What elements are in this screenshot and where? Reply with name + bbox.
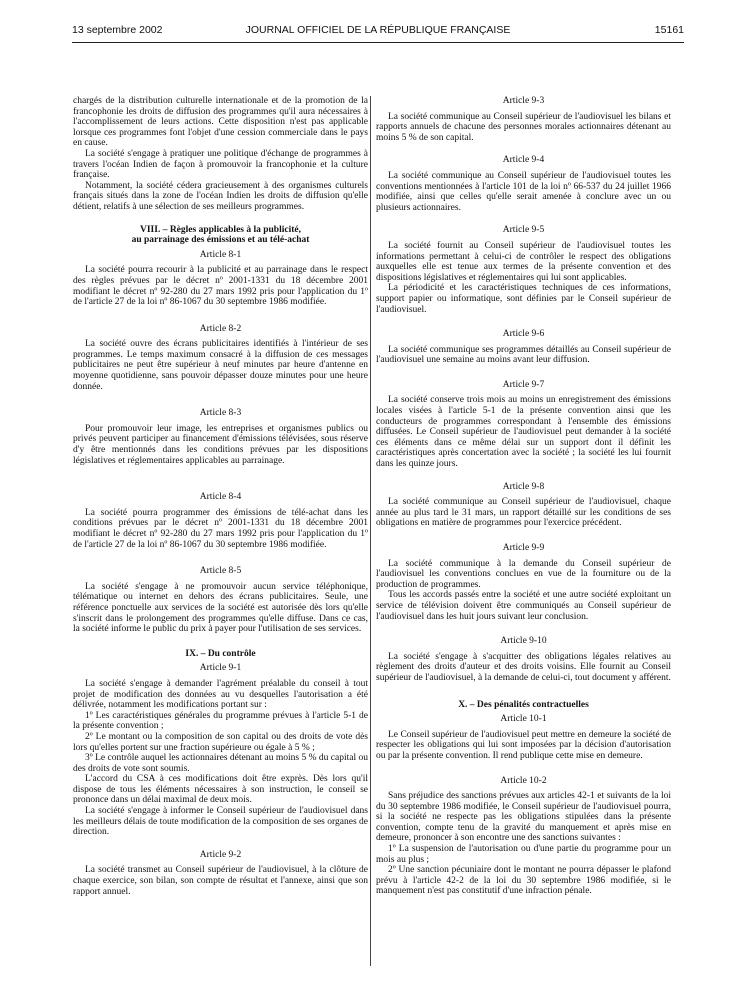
paragraph: La société fournit au Conseil supérieur de l'audiovisuel toutes les informations permettant à celui-ci de contrôler le respect des obligations auxquelles elle est tenue aux termes de la présente convention et des dispositions législatives et réglementaires qui lui sont applicables. [376,240,671,283]
paragraph: La société transmet au Conseil supérieur de l'audiovisuel, à la clôture de chaque exercice, son bilan, son compte de résultat et l'annexe, ainsi que son rapport annuel. [73,865,368,897]
paragraph: La société communique au Conseil supérieur de l'audiovisuel, chaque année au plus tard le 31 mars, un rapport détaillé sur les conditions de ses obligations en matière de programmes pour l'exercice précédent. [376,497,671,529]
paragraph: La société ouvre des écrans publicitaires identifiés à l'intérieur de ses programmes. Le temps maximum consacré à la diffusion de ces messages publicitaires ne peut être supérieur à neuf minutes par heure d'antenne en moyenne quotidienne, sans pouvoir dépasser douze minutes pour une heure donnée. [73,339,368,392]
paragraph: La société conserve trois mois au moins un enregistrement des émissions locales visées à l'article 5-1 de la présente convention ainsi que les conducteurs de programmes correspondant à l'ensemble des émissions diffusées. Le Conseil supérieur de l'audiovisuel peut demander à la société ces éléments dans ce même délai sur un support dont il définit les caractéristiques après concertation avec la société ; la société les lui fournit dans les quinze jours. [376,395,671,470]
right-column [376,96,671,897]
paragraph: La société communique au Conseil supérieur de l'audiovisuel toutes les conventions mentionnées à l'article 101 de la loi nº 66-537 du 24 juillet 1966 modifiée, ainsi que celles qu'elle serait amenée à conclure avec un ou plusieurs actionnaires. [376,170,671,213]
paragraph: La société s'engage à pratiquer une politique d'échange de programmes à travers l'océan Indien de façon à promouvoir la francophonie et la culture française. [73,148,368,181]
left-column [73,96,368,897]
column-divider [370,96,371,966]
paragraph: Pour promouvoir leur image, les entreprises et organismes publics ou privés peuvent participer au financement d'émissions télévisées, sous réserve d'y être mentionnés dans les conditions prévues par les dispositions législatives et réglementaires applicables au parrainage. [73,423,368,466]
paragraph: La société s'engage à demander l'agrément préalable du conseil à tout projet de modification des données au vu desquelles l'autorisation a été délivrée, notamment les modifications portant sur : [73,678,368,711]
section-heading-line: au parrainage des émissions et au télé-achat [131,235,310,246]
paragraph: La périodicité et les caractéristiques techniques de ces informations, support papier ou informatique, sont définies par le Conseil supérieur de l'audiovisuel. [376,283,671,315]
page-header [72,24,684,40]
paragraph: Le Conseil supérieur de l'audiovisuel peut mettre en demeure la société de respecter les obligations qui lui sont imposées par la décision d'autorisation ou par la présente convention. Il rend publique cette mise en demeure. [376,729,671,761]
article-heading: Article 8-1 [199,249,242,260]
paragraph: La société communique au Conseil supérieur de l'audiovisuel les bilans et rapports annuels de chacune des personnes morales actionnaires détenant au moins 5 % de son capital. [376,111,671,143]
article-heading: Article 10-1 [500,714,547,725]
paragraph: La société pourra recourir à la publicité et au parrainage dans le respect des règles prévues par le décret nº 2001-1331 du 18 décembre 2001 modifiant le décret nº 92-280 du 27 mars 1992 pris pour l'application du 1º de l'article 27 de la loi nº 86-1067 du 30 septembre 1986 modifiée. [73,265,368,308]
article-heading: Article 9-8 [502,481,545,492]
article-heading: Article 8-4 [199,492,242,503]
page-number: 15161 [654,24,684,36]
paragraph: La société s'engage à s'acquitter des obligations légales relatives au règlement des droits d'auteur et des droits voisins. Elle fournit au Conseil supérieur de l'audiovisuel, à la demande de celui-ci, tout document y afférent. [376,651,671,683]
section-heading-x: X. – Des pénalités contractuelles [458,699,589,710]
header-rule [72,42,684,43]
paragraph: 2º Le montant ou la composition de son capital ou des droits de vote dès lors qu'elles portent sur une fraction supérieure ou égale à 5 % ; [73,731,368,753]
paragraph: L'accord du CSA à ces modifications doit être exprès. Dès lors qu'il dispose de tous les éléments nécessaires à son instruction, le conseil se prononce dans un délai maximal de deux mois. [73,774,368,806]
article-heading: Article 9-6 [502,329,545,340]
paragraph: 2º Une sanction pécuniaire dont le montant ne pourra dépasser le plafond prévu à l'article 42-2 de la loi du 30 septembre 1986 modifiée, si le manquement n'est pas constitutif d'une infraction pénale. [376,865,671,897]
journal-title: JOURNAL OFFICIEL DE LA RÉPUBLIQUE FRANÇAISE [245,24,511,36]
paragraph: chargés de la distribution culturelle internationale et de la promotion de la francophonie les droits de diffusion des programmes qu'il aura nécessaires à l'accomplissement de leurs actions. Cette disposition n'est pas applicable lorsque ces programmes font l'objet d'une cession commerciale dans le pays en cause. [73,96,368,149]
article-heading: Article 9-1 [199,663,242,674]
article-heading: Article 9-2 [199,849,242,860]
header-date: 13 septembre 2002 [72,24,163,36]
paragraph: 1º Les caractéristiques générales du programme prévues à l'article 5-1 de la présente convention ; [73,710,368,732]
section-heading-ix: IX. – Du contrôle [185,648,256,659]
article-heading: Article 9-9 [502,543,545,553]
article-heading: Article 9-4 [502,155,545,166]
article-heading: Article 9-5 [502,225,545,236]
article-heading: Article 8-5 [199,566,242,577]
paragraph: La société communique à la demande du Conseil supérieur de l'audiovisuel les conventions conclues en vue de la fourniture ou de la production de programmes. [376,558,671,590]
article-heading: Article 9-10 [500,636,547,647]
paragraph: La société s'engage à informer le Conseil supérieur de l'audiovisuel dans les meilleurs délais de toute modification de la composition de ses organes de direction. [73,806,368,838]
paragraph: La société pourra programmer des émissions de télé-achat dans les conditions prévues par le décret nº 2001-1331 du 18 décembre 2001 modifiant le décret nº 92-280 du 27 mars 1992 pris pour l'application du 1º de l'article 27 de la loi nº 86-1067 du 30 septembre 1986 modifiée. [73,507,368,550]
article-heading: Article 9-7 [502,379,545,390]
article-heading: Article 8-2 [199,323,242,334]
paragraph: Sans préjudice des sanctions prévues aux articles 42-1 et suivants de la loi du 30 septembre 1986 modifiée, le Conseil supérieur de l'audiovisuel pourra, si la société ne respecte pas les obligations stipulées dans la présente convention, compte tenu de la gravité du manquement et après mise en demeure, prononcer à son encontre une des sanctions suivantes : [376,791,671,844]
paragraph: 1º La suspension de l'autorisation ou d'une partie du programme pour un mois au plus ; [376,844,671,865]
article-heading: Article 8-3 [199,408,242,419]
section-heading-line: VIII. – Règles applicables à la publicité, [140,224,301,235]
paragraph: Tous les accords passés entre la société et une autre société exploitant un service de télévision doivent être communiqués au Conseil supérieur de l'audiovisuel dans les huit jours suivant leur conclusion. [376,590,671,622]
paragraph: 3º Le contrôle auquel les actionnaires détenant au moins 5 % du capital ou des droits de vote sont soumis. [73,753,368,774]
section-heading-viii [73,225,368,246]
paragraph: La société communique ses programmes détaillés au Conseil supérieur de l'audiovisuel une semaine au moins avant leur diffusion. [376,344,671,366]
paragraph: La société s'engage à ne promouvoir aucun service téléphonique, télématique ou internet en dehors des écrans publicitaires. Seule, une référence ponctuelle aux services de la société est autorisée dès lors qu'elle s'inscrit dans le prolongement des programmes qu'elle diffuse. Dans ce cas, la société informe le public du prix à payer pour l'utilisation de ses services. [73,581,368,635]
article-heading: Article 9-3 [502,96,545,106]
paragraph: Notamment, la société cédera gracieusement à des organismes culturels français situés dans la zone de l'océan Indien les droits de diffusion qu'elle détient, relatifs à une sélection de ses meilleurs programmes. [73,180,368,212]
article-heading: Article 10-2 [500,775,547,786]
